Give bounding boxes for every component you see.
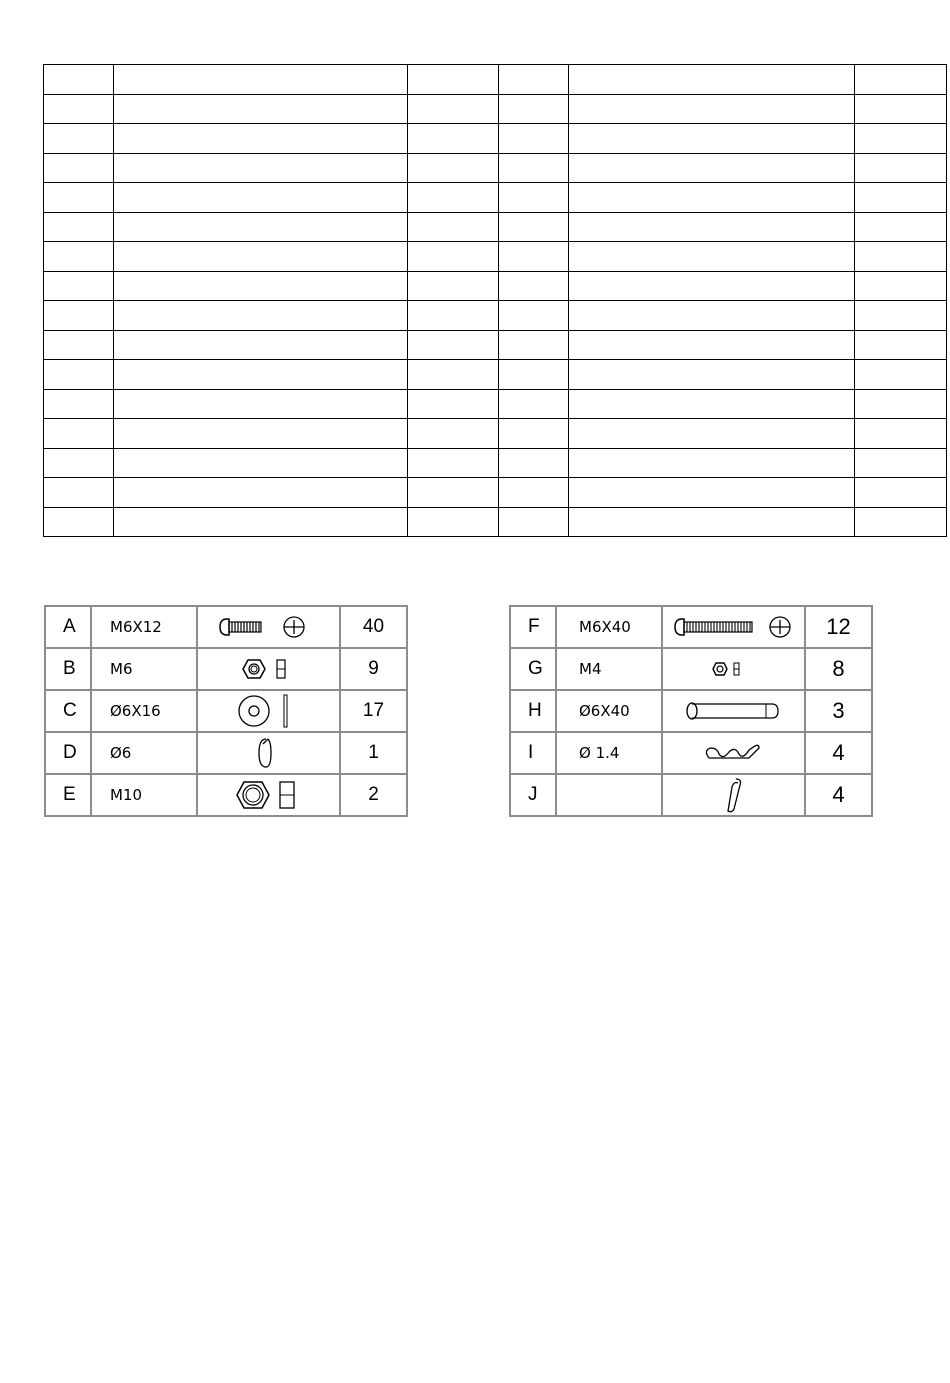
bolt-icon: [197, 606, 340, 648]
parts-cell: [408, 183, 499, 213]
parts-row: [44, 389, 947, 419]
parts-cell: [44, 360, 114, 390]
parts-row: [44, 448, 947, 478]
hardware-letter: E: [45, 774, 91, 816]
parts-row: [44, 507, 947, 537]
parts-cell: [44, 183, 114, 213]
parts-cell: [855, 153, 947, 183]
hardware-row: [45, 774, 407, 816]
parts-row: [44, 183, 947, 213]
parts-cell: [855, 271, 947, 301]
parts-cell: [569, 507, 855, 537]
long-bolt-icon: [662, 606, 805, 648]
hardware-size: Ø6: [91, 732, 197, 774]
parts-cell: [569, 389, 855, 419]
hardware-letter: H: [510, 690, 556, 732]
parts-cell: [499, 271, 569, 301]
hardware-qty: 4: [805, 774, 872, 816]
parts-row: [44, 94, 947, 124]
parts-cell: [499, 448, 569, 478]
parts-row: [44, 271, 947, 301]
hardware-row: [510, 732, 872, 774]
hardware-letter: I: [510, 732, 556, 774]
parts-cell: [569, 448, 855, 478]
parts-row: [44, 242, 947, 272]
hardware-qty: 1: [340, 732, 407, 774]
parts-cell: [855, 419, 947, 449]
parts-cell: [44, 448, 114, 478]
parts-cell: [499, 153, 569, 183]
hardware-table-right: [509, 605, 873, 817]
parts-row: [44, 419, 947, 449]
parts-row: [44, 212, 947, 242]
parts-cell: [499, 65, 569, 95]
parts-cell: [408, 242, 499, 272]
parts-cell: [44, 242, 114, 272]
parts-cell: [44, 389, 114, 419]
hardware-letter: D: [45, 732, 91, 774]
parts-cell: [44, 94, 114, 124]
hardware-row: [45, 690, 407, 732]
parts-cell: [408, 212, 499, 242]
parts-cell: [499, 124, 569, 154]
hardware-size: Ø6X16: [91, 690, 197, 732]
hardware-letter: B: [45, 648, 91, 690]
hardware-qty: 8: [805, 648, 872, 690]
parts-cell: [569, 271, 855, 301]
parts-cell: [408, 301, 499, 331]
parts-cell: [499, 389, 569, 419]
hardware-size: M6X12: [91, 606, 197, 648]
parts-cell: [408, 419, 499, 449]
parts-cell: [114, 389, 408, 419]
hardware-row: [45, 606, 407, 648]
parts-cell: [499, 301, 569, 331]
hex-nut-icon: [197, 648, 340, 690]
parts-cell: [114, 419, 408, 449]
parts-cell: [569, 183, 855, 213]
parts-list-body: [44, 65, 947, 537]
hardware-qty: 2: [340, 774, 407, 816]
parts-cell: [114, 94, 408, 124]
parts-cell: [408, 271, 499, 301]
small-nut-icon: [662, 648, 805, 690]
parts-cell: [114, 478, 408, 508]
parts-cell: [408, 389, 499, 419]
parts-cell: [114, 242, 408, 272]
parts-cell: [855, 360, 947, 390]
parts-row: [44, 360, 947, 390]
parts-cell: [499, 330, 569, 360]
hardware-table-left: [44, 605, 408, 817]
hardware-letter: J: [510, 774, 556, 816]
parts-cell: [44, 271, 114, 301]
parts-cell: [44, 478, 114, 508]
parts-cell: [855, 389, 947, 419]
parts-cell: [855, 301, 947, 331]
parts-cell: [44, 65, 114, 95]
parts-cell: [408, 124, 499, 154]
r-clip-icon: [662, 732, 805, 774]
parts-cell: [114, 330, 408, 360]
parts-cell: [855, 183, 947, 213]
hardware-letter: G: [510, 648, 556, 690]
parts-cell: [569, 124, 855, 154]
parts-cell: [499, 242, 569, 272]
parts-cell: [855, 94, 947, 124]
parts-cell: [114, 183, 408, 213]
parts-cell: [569, 242, 855, 272]
parts-cell: [569, 65, 855, 95]
parts-cell: [499, 212, 569, 242]
split-washer-icon: [197, 732, 340, 774]
hardware-qty: 12: [805, 606, 872, 648]
parts-cell: [44, 330, 114, 360]
parts-cell: [408, 330, 499, 360]
parts-cell: [408, 153, 499, 183]
hardware-letter: F: [510, 606, 556, 648]
parts-cell: [569, 478, 855, 508]
hardware-size: M10: [91, 774, 197, 816]
parts-cell: [855, 65, 947, 95]
parts-cell: [408, 507, 499, 537]
hardware-size: M4: [556, 648, 662, 690]
parts-cell: [499, 360, 569, 390]
parts-row: [44, 153, 947, 183]
hardware-size: M6: [91, 648, 197, 690]
parts-cell: [569, 419, 855, 449]
hardware-row: [510, 648, 872, 690]
hardware-size: Ø6X40: [556, 690, 662, 732]
parts-cell: [114, 271, 408, 301]
hardware-letter: C: [45, 690, 91, 732]
hardware-size: [556, 774, 662, 816]
hardware-row: [45, 732, 407, 774]
parts-row: [44, 478, 947, 508]
hardware-qty: 9: [340, 648, 407, 690]
parts-cell: [569, 301, 855, 331]
parts-cell: [499, 419, 569, 449]
parts-cell: [408, 360, 499, 390]
hardware-qty: 17: [340, 690, 407, 732]
parts-cell: [569, 212, 855, 242]
hook-clip-icon: [662, 774, 805, 816]
parts-cell: [114, 507, 408, 537]
parts-cell: [44, 507, 114, 537]
hardware-row: [45, 648, 407, 690]
parts-cell: [855, 448, 947, 478]
parts-row: [44, 330, 947, 360]
hardware-row: [510, 606, 872, 648]
parts-cell: [408, 65, 499, 95]
parts-cell: [114, 124, 408, 154]
parts-cell: [44, 153, 114, 183]
parts-cell: [44, 419, 114, 449]
parts-cell: [855, 212, 947, 242]
hardware-size: M6X40: [556, 606, 662, 648]
hardware-qty: 3: [805, 690, 872, 732]
parts-row: [44, 124, 947, 154]
parts-cell: [114, 448, 408, 478]
parts-cell: [114, 153, 408, 183]
parts-cell: [499, 507, 569, 537]
parts-cell: [44, 301, 114, 331]
parts-cell: [408, 448, 499, 478]
parts-cell: [44, 212, 114, 242]
hardware-row: [510, 690, 872, 732]
parts-cell: [114, 360, 408, 390]
parts-cell: [855, 330, 947, 360]
hardware-qty: 40: [340, 606, 407, 648]
parts-row: [44, 65, 947, 95]
parts-cell: [569, 94, 855, 124]
parts-cell: [408, 94, 499, 124]
hardware-size: Ø 1.4: [556, 732, 662, 774]
large-hex-nut-icon: [197, 774, 340, 816]
hardware-letter: A: [45, 606, 91, 648]
washer-icon: [197, 690, 340, 732]
parts-cell: [569, 330, 855, 360]
hardware-row: [510, 774, 872, 816]
parts-cell: [408, 478, 499, 508]
parts-cell: [855, 507, 947, 537]
hardware-qty: 4: [805, 732, 872, 774]
parts-cell: [499, 94, 569, 124]
parts-cell: [855, 242, 947, 272]
pin-icon: [662, 690, 805, 732]
parts-row: [44, 301, 947, 331]
parts-cell: [569, 360, 855, 390]
parts-cell: [855, 478, 947, 508]
parts-cell: [44, 124, 114, 154]
parts-cell: [855, 124, 947, 154]
parts-cell: [499, 478, 569, 508]
parts-cell: [114, 65, 408, 95]
parts-cell: [569, 153, 855, 183]
parts-cell: [114, 212, 408, 242]
parts-cell: [499, 183, 569, 213]
parts-cell: [114, 301, 408, 331]
parts-list-table: [43, 64, 947, 537]
